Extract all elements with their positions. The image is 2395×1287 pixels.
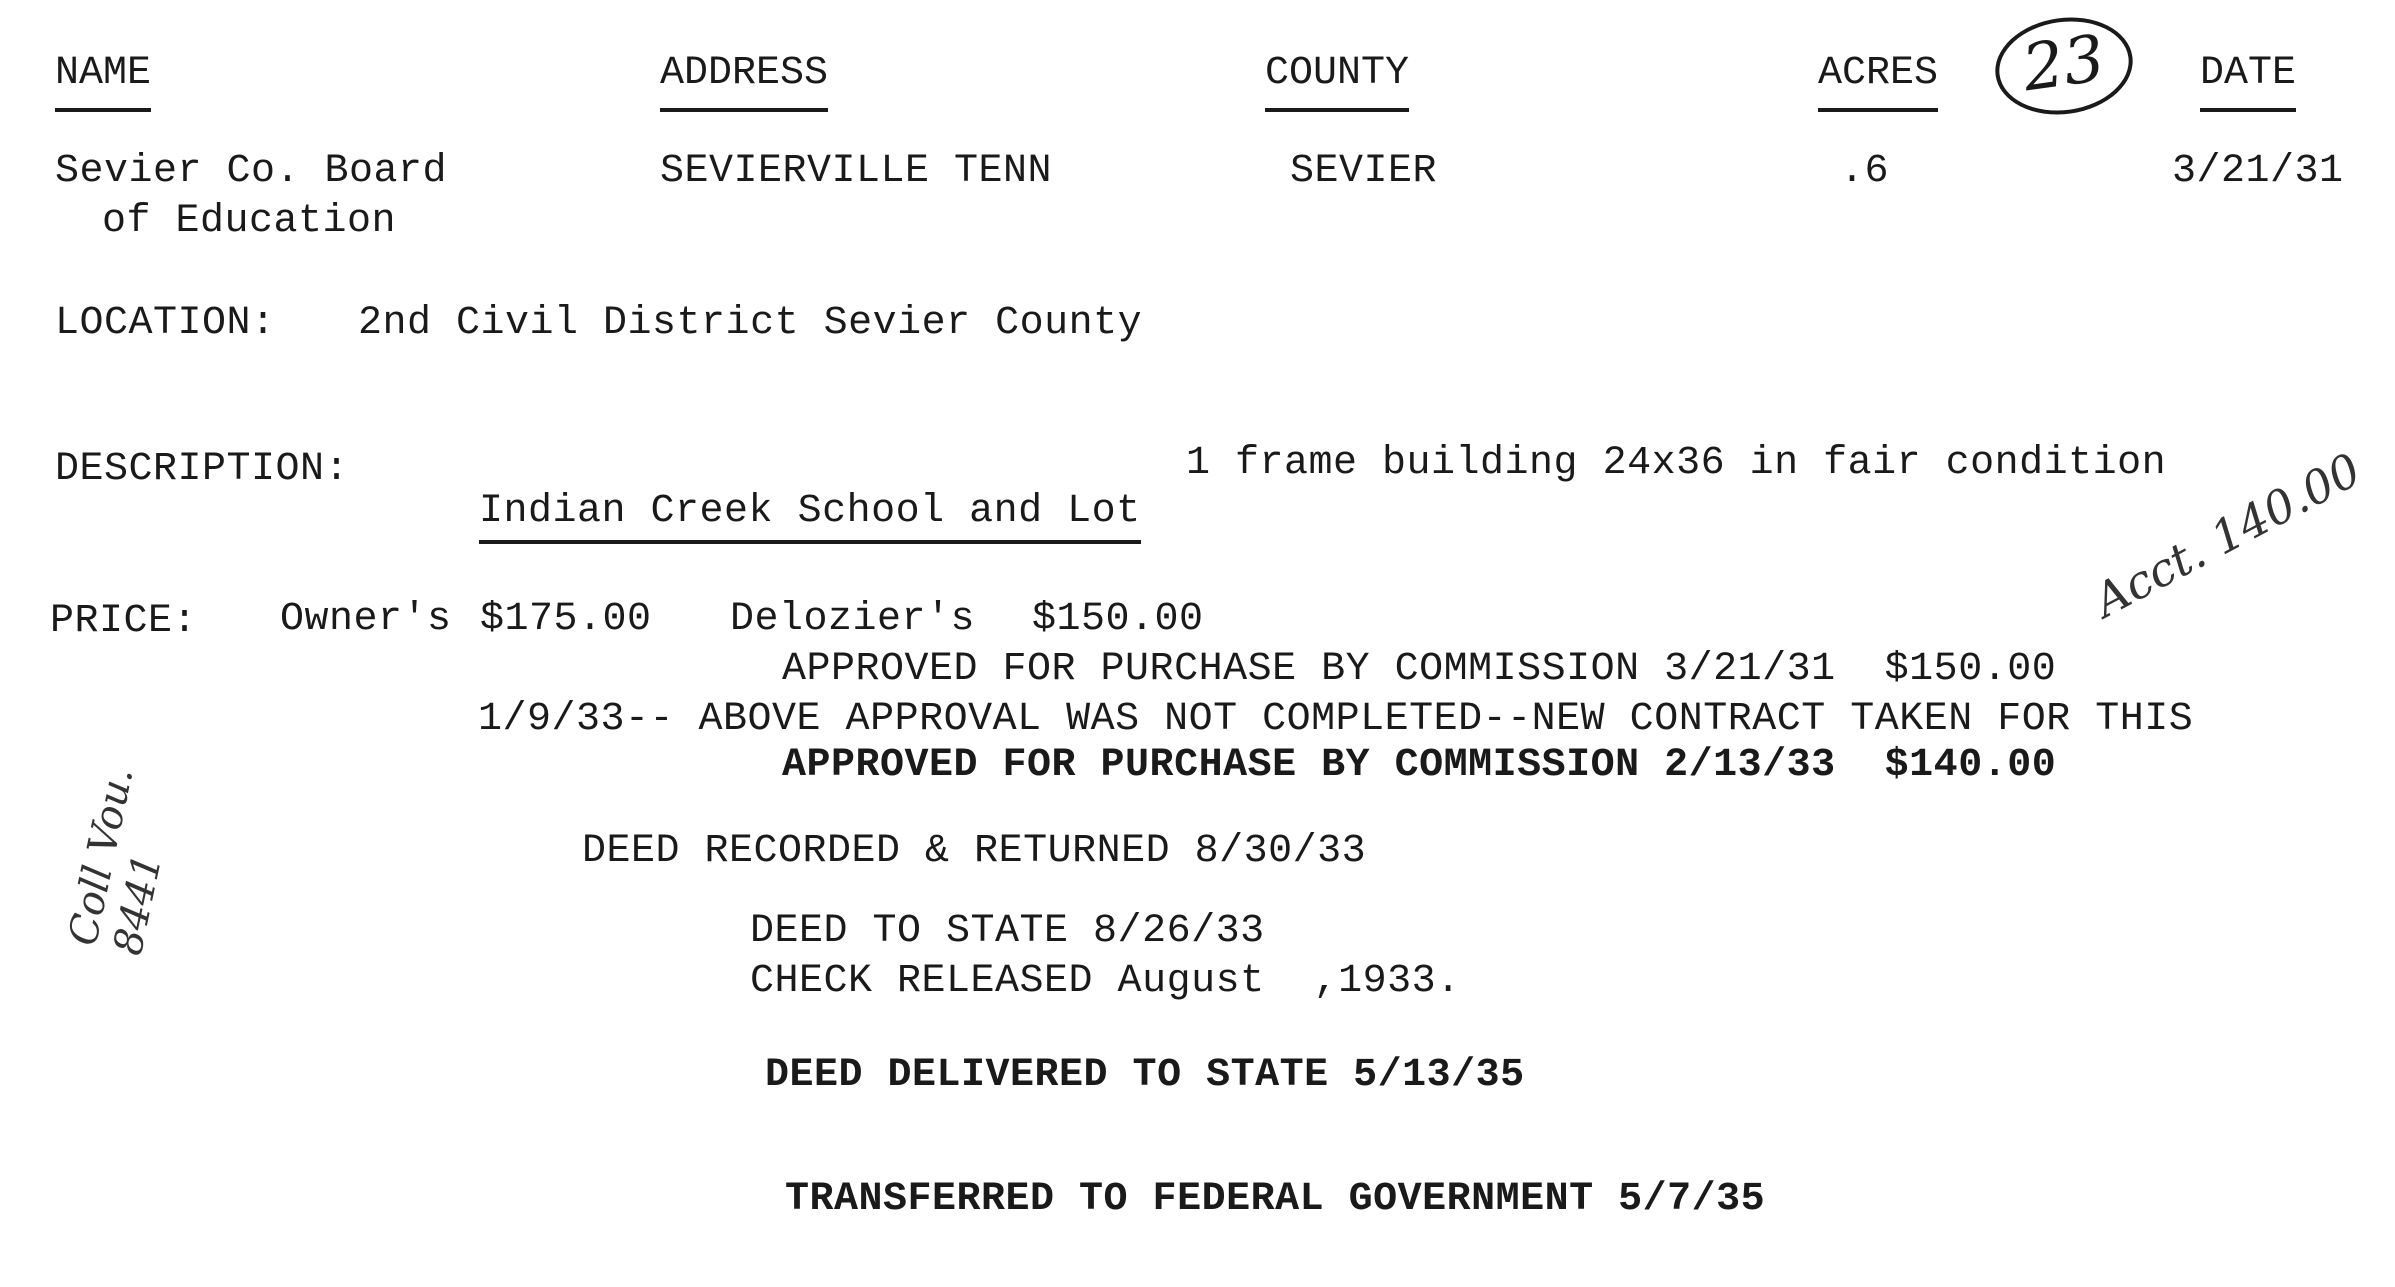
note-approval-not-completed: 1/9/33-- ABOVE APPROVAL WAS NOT COMPLETED--NEW CONTRACT TAKEN FOR THIS	[478, 697, 2194, 742]
header-name: NAME	[55, 50, 151, 112]
note-deed-recorded: DEED RECORDED & RETURNED 8/30/33	[582, 829, 1367, 874]
location-value: 2nd Civil District Sevier County	[358, 301, 1143, 346]
note-approved-2: APPROVED FOR PURCHASE BY COMMISSION 2/13/33 $140.00	[782, 743, 2057, 788]
note-deed-to-state: DEED TO STATE 8/26/33	[750, 909, 1265, 954]
price-label: PRICE:	[50, 599, 198, 644]
price-owner-label: Owner's	[280, 597, 452, 642]
note-deed-delivered: DEED DELIVERED TO STATE 5/13/35	[765, 1053, 1525, 1098]
note-approved-1: APPROVED FOR PURCHASE BY COMMISSION 3/21/31 $150.00	[782, 647, 2057, 692]
price-delozier-value: $150.00	[1032, 597, 1204, 642]
record-number: 23	[2018, 21, 2110, 107]
record-name-line2: of Education	[102, 199, 397, 244]
description-detail: 1 frame building 24x36 in fair condition	[1186, 441, 2167, 486]
header-acres: ACRES	[1818, 50, 1938, 112]
record-date: 3/21/31	[2172, 149, 2344, 194]
price-owner-value: $175.00	[480, 597, 652, 642]
location-label: LOCATION:	[55, 301, 276, 346]
description-title-text: Indian Creek School and Lot	[479, 489, 1141, 544]
description-label: DESCRIPTION:	[55, 447, 350, 492]
description-title	[430, 440, 1141, 536]
header-address: ADDRESS	[660, 50, 828, 112]
price-delozier-label: Delozier's	[730, 597, 976, 642]
record-address: SEVIERVILLE TENN	[660, 149, 1053, 194]
record-acres: .6	[1840, 149, 1890, 194]
note-transferred: TRANSFERRED TO FEDERAL GOVERNMENT 5/7/35	[785, 1177, 1766, 1222]
record-name-line1: Sevier Co. Board	[55, 149, 448, 194]
record-county: SEVIER	[1290, 149, 1438, 194]
header-county: COUNTY	[1265, 50, 1409, 112]
header-date: DATE	[2200, 50, 2296, 112]
handwritten-amount-note: Acct. 140.00	[2085, 442, 2370, 628]
handwritten-side-note: Coll Vou. 8441	[60, 763, 172, 960]
note-check-released: CHECK RELEASED August ,1933.	[750, 959, 1461, 1004]
record-number-circle	[1989, 9, 2139, 123]
